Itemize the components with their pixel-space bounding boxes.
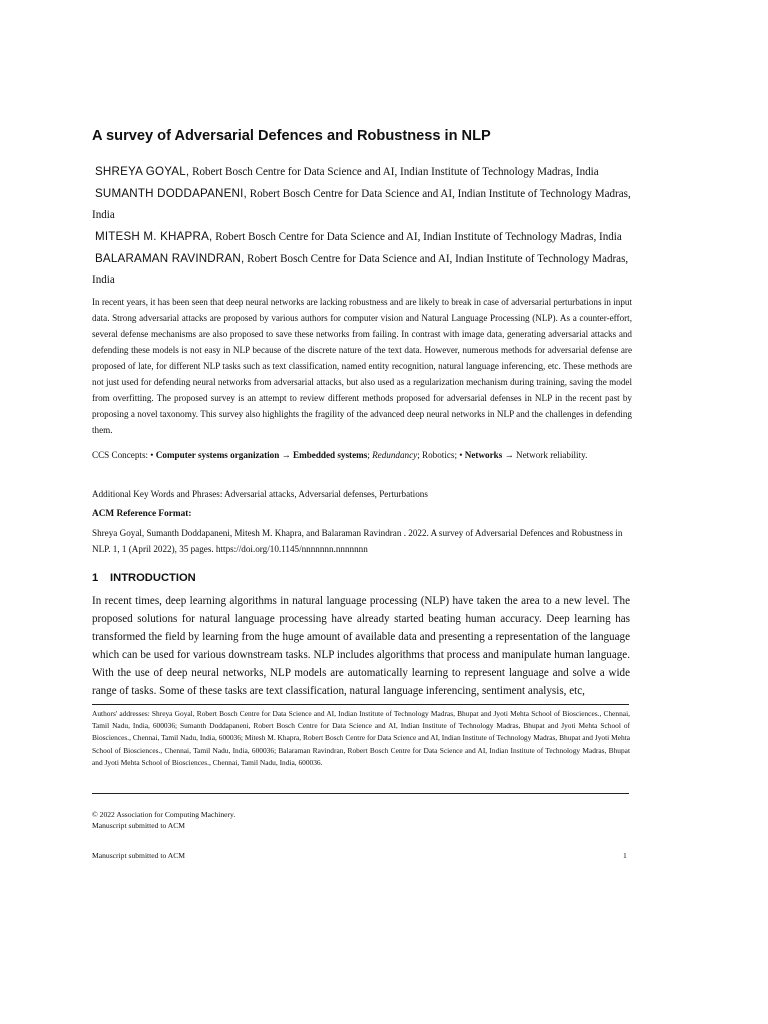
copyright-notice: © 2022 Association for Computing Machinery.: [92, 810, 236, 819]
ccs-concept-reliability: → Network reliability.: [502, 450, 588, 460]
author-name: MITESH M. KHAPRA,: [95, 230, 213, 243]
ccs-concepts: [92, 447, 632, 463]
abstract: In recent years, it has been seen that deep neural networks are lacking robustness and are likely to break in case of adversarial perturbations in input data. Strong adversarial attacks are proposed by various authors for computer vision and Natural Language Processing (NLP). As a counter-effort, several defense mechanisms are also proposed to save these networks from failing. In contrast with image data, generating adversarial attacks and defending these models is not easy in NLP because of the discrete nature of the text data. However, numerous methods for adversarial defense are proposed of late, for different NLP tasks such as text classification, named entity recognition, natural language inferencing, etc. These methods are not just used for defending neural networks from adversarial attacks, but also used as a regularization mechanism during training, saving the model from overfitting. The proposed survey is an attempt to review different methods proposed for adversarial defenses in NLP in the recent past by proposing a novel taxonomy. This survey also highlights the fragility of the advanced deep neural networks in NLP and the challenges in defending them.: [92, 297, 632, 435]
author-name: SUMANTH DODDAPANENI,: [95, 187, 247, 200]
author-affiliation: Robert Bosch Centre for Data Science and AI, Indian Institute of Technology Madras, India: [212, 231, 622, 243]
author-entry: [92, 248, 632, 291]
ccs-separator: ; Robotics; •: [417, 450, 465, 460]
section-title: INTRODUCTION: [110, 572, 196, 584]
author-entry: [92, 183, 632, 226]
author-entry: [92, 226, 632, 248]
footnote-divider-bottom: [92, 793, 629, 794]
ccs-concept-redundancy: Redundancy: [372, 450, 418, 460]
footnote-divider: [92, 704, 629, 705]
authors-addresses-footnote: Authors' addresses: Shreya Goyal, Robert Bosch Centre for Data Science and AI, Indian Institute of Technology Madras, Bhupat and Jyoti Mehta School of Biosciences., Chennai, Tamil Nadu, India, 600036; Sumanth Doddapaneni, Robert Bosch Centre for Data Science and AI, Indian Institute of Technology Madras, Bhupat and Jyoti Mehta School of Biosciences., Chennai, Tamil Nadu, India, 600036; Mitesh M. Khapra, Robert Bosch Centre for Data Science and AI, Indian Institute of Technology Madras, Bhupat and Jyoti Mehta School of Biosciences., Chennai, Tamil Nadu, India, 600036; Balaraman Ravindran, Robert Bosch Centre for Data Science and AI, Indian Institute of Technology Madras, Bhupat and Jyoti Mehta School of Biosciences., Chennai, Tamil Nadu, India, 600036.: [92, 709, 630, 767]
page-number: 1: [623, 851, 627, 860]
reference-format-text: Shreya Goyal, Sumanth Doddapaneni, Mitesh M. Khapra, and Balaraman Ravindran . 2022. A survey of Adversarial Defences and Robustness in NLP. 1, 1 (April 2022), 35 pages. https://doi.org/10.1145/nnnnnnn.nnnnnnn: [92, 528, 623, 554]
reference-format-heading: ACM Reference Format:: [92, 509, 192, 519]
author-name: SHREYA GOYAL,: [95, 165, 190, 178]
author-name: BALARAMAN RAVINDRAN,: [95, 252, 245, 265]
author-entry: [92, 161, 632, 183]
paper-title: A survey of Adversarial Defences and Robustness in NLP: [92, 127, 491, 144]
section-number: 1: [92, 572, 99, 584]
keywords: Additional Key Words and Phrases: Adversarial attacks, Adversarial defenses, Perturbations: [92, 489, 428, 499]
ccs-concept-networks: Networks: [464, 450, 503, 460]
author-affiliation: Robert Bosch Centre for Data Science and AI, Indian Institute of Technology Madras, India: [189, 166, 599, 178]
page-footer-left: Manuscript submitted to ACM: [92, 851, 186, 860]
introduction-paragraph: In recent times, deep learning algorithms in natural language processing (NLP) have taken the area to a new level. The proposed solutions for natural language processing have already started beating human accuracy. Deep learning has transformed the field by learning from the huge amount of available data and presenting a representation of the language which can be used for various downstream tasks. NLP includes algorithms that process and manipulate human language. With the use of deep neural networks, NLP models are automatically learning to represent language and solve a wide range of tasks. Some of these tasks are text classification, natural language inferencing, sentiment analysis, etc,: [92, 595, 630, 697]
ccs-separator: ;: [367, 450, 373, 460]
author-affiliation: Robert Bosch Centre for Data Science and AI, Indian Institute of Technology Madras, India: [92, 253, 629, 286]
submission-note: Manuscript submitted to ACM: [92, 821, 186, 830]
author-list: [92, 161, 632, 291]
section-heading: [92, 572, 196, 584]
ccs-prefix: CCS Concepts: •: [92, 450, 156, 460]
ccs-concept-primary: Computer systems organization → Embedded systems: [155, 450, 368, 460]
author-affiliation: Robert Bosch Centre for Data Science and AI, Indian Institute of Technology Madras, India: [92, 188, 631, 221]
